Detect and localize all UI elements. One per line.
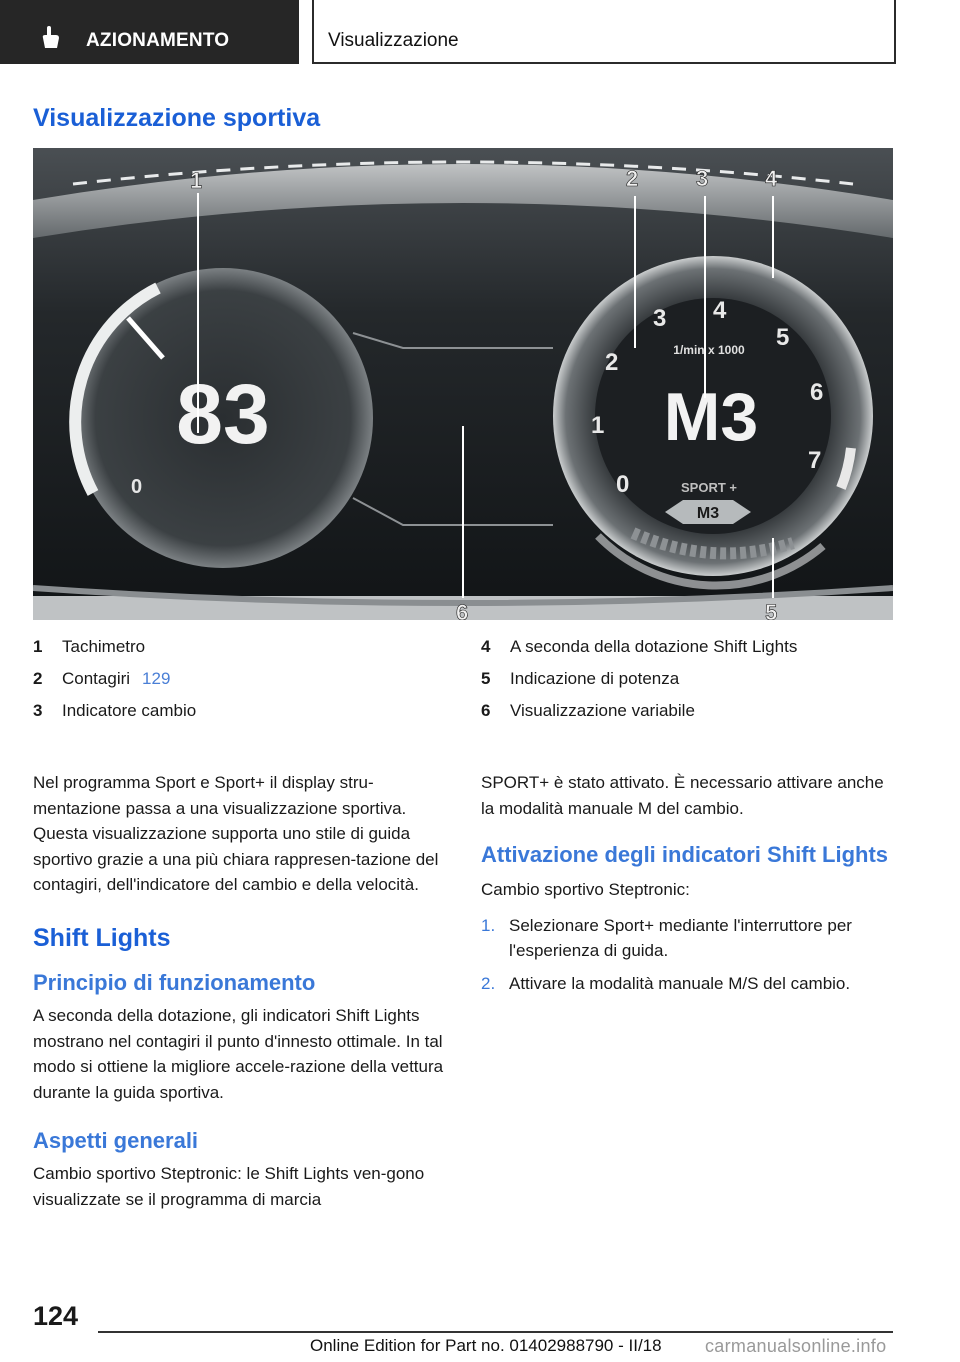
legend-item	[33, 637, 453, 669]
legend-text: A seconda della dotazione Shift Lights	[510, 637, 798, 656]
footer-divider	[98, 1331, 893, 1333]
legend-item	[481, 637, 901, 669]
continued-paragraph: SPORT+ è stato attivato. È necessario attivare anche la modalità manuale M del cambio.	[481, 773, 884, 818]
page-reference-link[interactable]: 129	[142, 669, 171, 688]
header-chapter-label: Visualizzazione	[328, 30, 459, 51]
gear-readout: M3	[663, 379, 759, 455]
legend-text: Tachimetro	[62, 637, 146, 656]
legend-number: 5	[481, 669, 491, 688]
watermark: carmanualsonline.info	[705, 1336, 887, 1356]
tach-label-1: 1	[591, 412, 605, 439]
callout-3: 3	[696, 166, 709, 191]
tach-label-4: 4	[713, 297, 727, 324]
page-number: 124	[33, 1301, 79, 1331]
step-number: 2.	[481, 973, 496, 993]
legend-text: Contagiri	[62, 669, 131, 688]
tach-label-5: 5	[776, 324, 790, 351]
legend-right	[481, 637, 901, 733]
left-column	[33, 770, 448, 1212]
header-chapter-box	[312, 0, 896, 64]
step-number: 1.	[481, 915, 496, 935]
legend-number: 4	[481, 637, 491, 656]
legend-text: Indicazione di potenza	[510, 669, 680, 688]
legend-text: Visualizzazione variabile	[510, 701, 695, 720]
legend-item	[33, 669, 453, 701]
footer-edition: Online Edition for Part no. 01402988790 - II/18	[310, 1336, 662, 1355]
mode-gear-badge: M3	[696, 505, 720, 522]
legend-number: 1	[33, 637, 43, 656]
rpm-unit-label: 1/min x 1000	[673, 343, 745, 357]
intro-paragraph: Nel programma Sport e Sport+ il display stru-mentazione passa a una visualizzazione sportiva. Questa visualizzazione supporta uno stile di guida sportivo grazie a una più chiara rappresen-tazione del contagiri, dell'indicatore del cambio e della velocità.	[33, 773, 439, 894]
legend-left	[33, 637, 453, 733]
tach-label-7: 7	[808, 447, 822, 474]
speed-readout: 83	[176, 367, 270, 461]
tach-label-3: 3	[653, 305, 667, 332]
legend-number: 6	[481, 701, 491, 720]
tach-label-0: 0	[616, 471, 630, 498]
legend-item	[33, 701, 453, 733]
principle-paragraph: A seconda della dotazione, gli indicatori Shift Lights mostrano nel contagiri il punto d'innesto ottimale. In tal modo si ottiene la migliore accele-razione della vettura durante la guida sportiva.	[33, 1006, 444, 1102]
instrument-cluster-figure	[33, 148, 893, 620]
header-section-label: AZIONAMENTO	[86, 30, 230, 51]
tach-label-2: 2	[605, 349, 619, 376]
step-item	[481, 913, 896, 964]
step-text: Attivare la modalità manuale M/S del cambio.	[509, 973, 851, 993]
right-column	[481, 770, 896, 1003]
callout-6: 6	[456, 600, 469, 620]
subheading-principle: Principio di funzionamento	[33, 970, 316, 995]
legend-number: 2	[33, 669, 43, 688]
page-title: Visualizzazione sportiva	[33, 104, 321, 132]
speedo-zero-label: 0	[131, 476, 143, 498]
activation-steps	[481, 913, 896, 997]
step-item	[481, 971, 896, 997]
legend-item	[481, 701, 901, 733]
legend-text: Indicatore cambio	[62, 701, 197, 720]
subheading-general: Aspetti generali	[33, 1128, 199, 1153]
steering-hand-icon	[38, 24, 64, 50]
sport-mode-label: SPORT +	[681, 480, 737, 495]
activation-intro: Cambio sportivo Steptronic:	[481, 880, 690, 899]
callout-4: 4	[765, 166, 778, 191]
callout-2: 2	[626, 166, 639, 191]
legend-number: 3	[33, 701, 43, 720]
section-heading-shift-lights: Shift Lights	[33, 923, 171, 952]
legend-item	[481, 669, 901, 701]
general-paragraph: Cambio sportivo Steptronic: le Shift Lights ven-gono visualizzate se il programma di marcia	[33, 1164, 425, 1209]
header-section-tab	[0, 0, 299, 64]
callout-5: 5	[765, 600, 778, 620]
callout-1: 1	[190, 168, 203, 193]
tach-label-6: 6	[810, 379, 824, 406]
subheading-activation: Attivazione degli indicatori Shift Lights	[481, 842, 889, 867]
step-text: Selezionare Sport+ mediante l'interruttore per l'esperienza di guida.	[509, 915, 852, 960]
cluster-illustration	[33, 148, 893, 620]
